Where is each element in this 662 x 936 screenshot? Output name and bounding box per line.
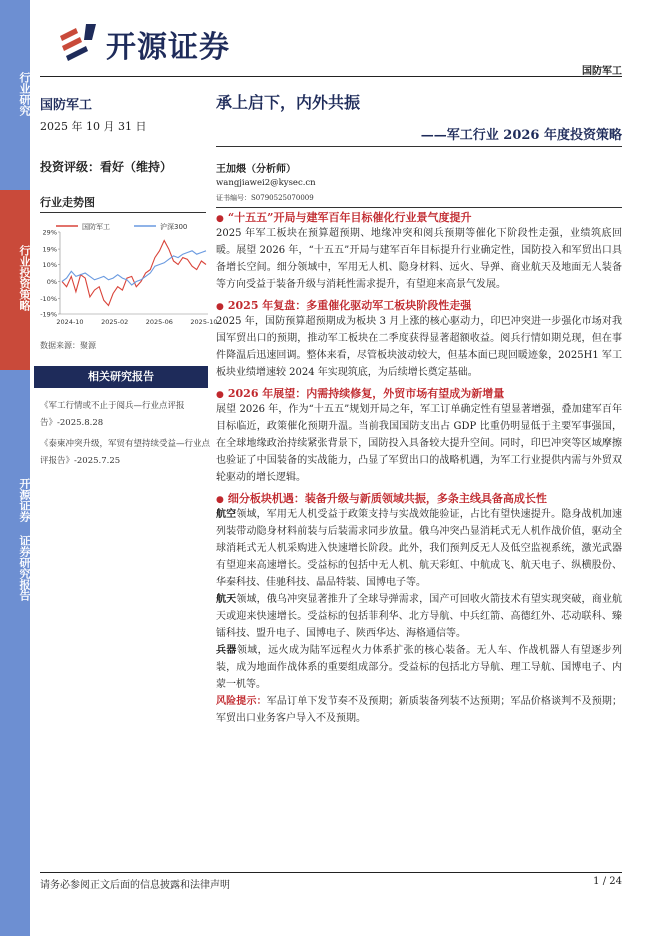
logo xyxy=(56,22,256,65)
section-paragraph: 2025 年军工板块在预算超预期、地缘冲突和阅兵预期等催化下阶段性走强，业绩筑底回暖。展望 2026 年，“十五五”开局与建军百年目标提升行业确定性，国防投入和军贸出口具备增长空间。细分领域中，军用无人机、隐身材料、远火、导弹、商业航天及地面无人装备等方向受益于装备升级与消耗性需求提升，有望迎来高景气发展。 xyxy=(216,228,622,290)
series-line xyxy=(62,251,206,285)
y-tick-label: 0% xyxy=(46,278,57,287)
trend-chart xyxy=(36,218,218,336)
y-tick-label: 19% xyxy=(42,245,57,254)
para-text: 领域，俄乌冲突显著推升了全球导弹需求，国产可回收火箭技术有望实现突破，商业航天或迎来快速增长。受益标的包括菲利华、北方导航、中兵红箭、高德红外、芯动联科、臻镭科技、盟升电子、国博电子、陕西华达、海格通信等。 xyxy=(216,594,623,639)
report-title: 承上启下，内外共振 xyxy=(216,93,361,112)
para-text: 领域，军用无人机受益于政策支持与实战效能验证，占比有望快速提升。隐身战机加速列装带动隐身材料前装与后装需求同步放量。俄乌冲突凸显消耗式无人机作战价值，驱动全球消耗式无人机采购进入快速增长阶段。此外，我们预判反无人及低空监视系统，激光武器有望迎来高速增长。受益标的包括中无人机、航天彩虹、中航成飞、航天电子、纵横股份、华秦科技、佳驰科技、晶品特装、国博电子等。 xyxy=(216,509,623,588)
footer-rule xyxy=(40,872,622,873)
para-tag: 兵器 xyxy=(216,645,237,656)
analyst-cert: 证书编号：S0790525070009 xyxy=(216,194,314,202)
logo-mark-icon xyxy=(56,22,102,62)
related-title: 相关研究报告 xyxy=(88,370,154,383)
section-paragraph: 展望 2026 年，作为“十五五”规划开局之年，军工订单确定性有望显著增强，叠加建军百年目标临近，政策催化预期升温。当前我国国防支出占 GDP 比重仍明显低于主要军事强国，在全球地缘政治持续紧张背景下，国防投入具备较大提升空间。同时，印巴冲突等区域摩擦也验证了中国装备的实战能力，凸显了军贸出口的战略机遇，为军工行业提供内需与外贸双轮驱动的增长逻辑。 xyxy=(216,404,622,483)
bullet-icon: ● xyxy=(216,214,224,224)
y-tick-label: -10% xyxy=(40,295,57,304)
x-tick-label: 2024-10 xyxy=(56,318,84,326)
section-paragraph: 2025 年，国防预算超预期成为板块 3 月上涨的核心驱动力，印巴冲突进一步强化市场对我国军贸出口的预期，推动军工板块在二季度获得显著超额收益。阅兵行情如期兑现，但在事件降温后迅速回调。整体来看，尽管板块波动较大，但基本面已现回暖迹象，2025H1 军工板块业绩增速较 2024 年实现筑底，为后续增长奠定基础。 xyxy=(216,316,622,378)
report-subtitle: ——军工行业 2026 年度投资策略 xyxy=(420,128,622,143)
para-text: 领域，远火成为陆军远程火力体系扩张的核心装备。无人车、作战机器人有望逐步列装，成为地面作战体系的重要组成部分。受益标的包括北方导航、理工导航、国博电子、内蒙一机等。 xyxy=(216,645,623,690)
analyst-email: wangjiawei2@kysec.cn xyxy=(216,178,316,188)
para-tag: 航天 xyxy=(216,594,237,605)
risk-text: 军品订单下发节奏不及预期；新质装备列装不达预期；军品价格谈判不及预期；军贸出口业务客户导入不及预期。 xyxy=(216,696,623,724)
trend-rule xyxy=(40,212,206,213)
header-rule xyxy=(40,76,622,77)
header-category: 国防军工 xyxy=(582,66,622,77)
rating-label: 投资评级：看好（维持） xyxy=(40,160,173,174)
x-tick-label: 2025-10 xyxy=(190,318,218,326)
analyst-name: 王加煨（分析师） xyxy=(216,164,296,175)
section-paragraph-aviation xyxy=(216,506,622,591)
x-tick-label: 2025-06 xyxy=(145,318,173,326)
y-tick-label: 29% xyxy=(42,228,57,237)
y-tick-label: 10% xyxy=(42,260,57,269)
industry-name: 国防军工 xyxy=(40,98,93,113)
section-title: 细分板块机遇：装备升级与新质领域共振，多条主线具备高成长性 xyxy=(227,492,547,505)
y-tick-label: -19% xyxy=(40,310,57,319)
trend-title: 行业走势图 xyxy=(40,196,95,209)
bullet-icon: ● xyxy=(216,302,224,312)
section-title: 2026 年展望：内需持续修复，外贸市场有望成为新增量 xyxy=(227,387,505,400)
section-paragraph-space xyxy=(216,591,622,642)
page-number: 1 / 24 xyxy=(593,876,622,887)
data-source: 数据来源：聚源 xyxy=(40,341,96,350)
analyst-rule xyxy=(216,207,622,208)
sidebar-label-broker: 开源证券 证券研究报告 xyxy=(18,478,31,601)
section-2 xyxy=(216,297,622,381)
sidebar-label-research: 行业研究 xyxy=(18,72,31,116)
related-list xyxy=(40,398,210,470)
title-rule xyxy=(216,146,622,147)
report-date: 2025 年 10 月 31 日 xyxy=(40,120,147,133)
legend-label: 沪深300 xyxy=(160,223,188,231)
risk-paragraph xyxy=(216,693,622,727)
related-item[interactable]: 《军工行情或不止于阅兵—行业点评报告》-2025.8.28 xyxy=(40,401,185,428)
related-header xyxy=(34,366,208,388)
bullet-icon: ● xyxy=(216,495,224,505)
risk-label: 风险提示： xyxy=(216,696,267,707)
related-item[interactable]: 《泰柬冲突升级，军贸有望持续受益—行业点评报告》-2025.7.25 xyxy=(40,439,211,466)
legend-label: 国防军工 xyxy=(82,223,110,231)
footer-disclaimer: 请务必参阅正文后面的信息披露和法律声明 xyxy=(40,880,230,891)
bullet-icon: ● xyxy=(216,390,224,400)
body xyxy=(216,209,622,727)
x-tick-label: 2025-02 xyxy=(101,318,129,326)
section-title: 2025 年复盘：多重催化驱动军工板块阶段性走强 xyxy=(227,299,472,312)
section-paragraph-weapons xyxy=(216,642,622,693)
para-tag: 航空 xyxy=(216,509,237,520)
section-3 xyxy=(216,385,622,486)
sidebar-segment-broker xyxy=(0,370,30,936)
section-4 xyxy=(216,490,622,727)
section-title: “十五五”开局与建军百年目标催化行业景气度提升 xyxy=(227,211,472,224)
series-line xyxy=(62,241,206,306)
section-1 xyxy=(216,209,622,293)
logo-text: 开源证券 xyxy=(106,30,230,65)
trend-chart-svg xyxy=(36,218,218,336)
sidebar-label-strategy: 行业投资策略 xyxy=(18,245,31,311)
